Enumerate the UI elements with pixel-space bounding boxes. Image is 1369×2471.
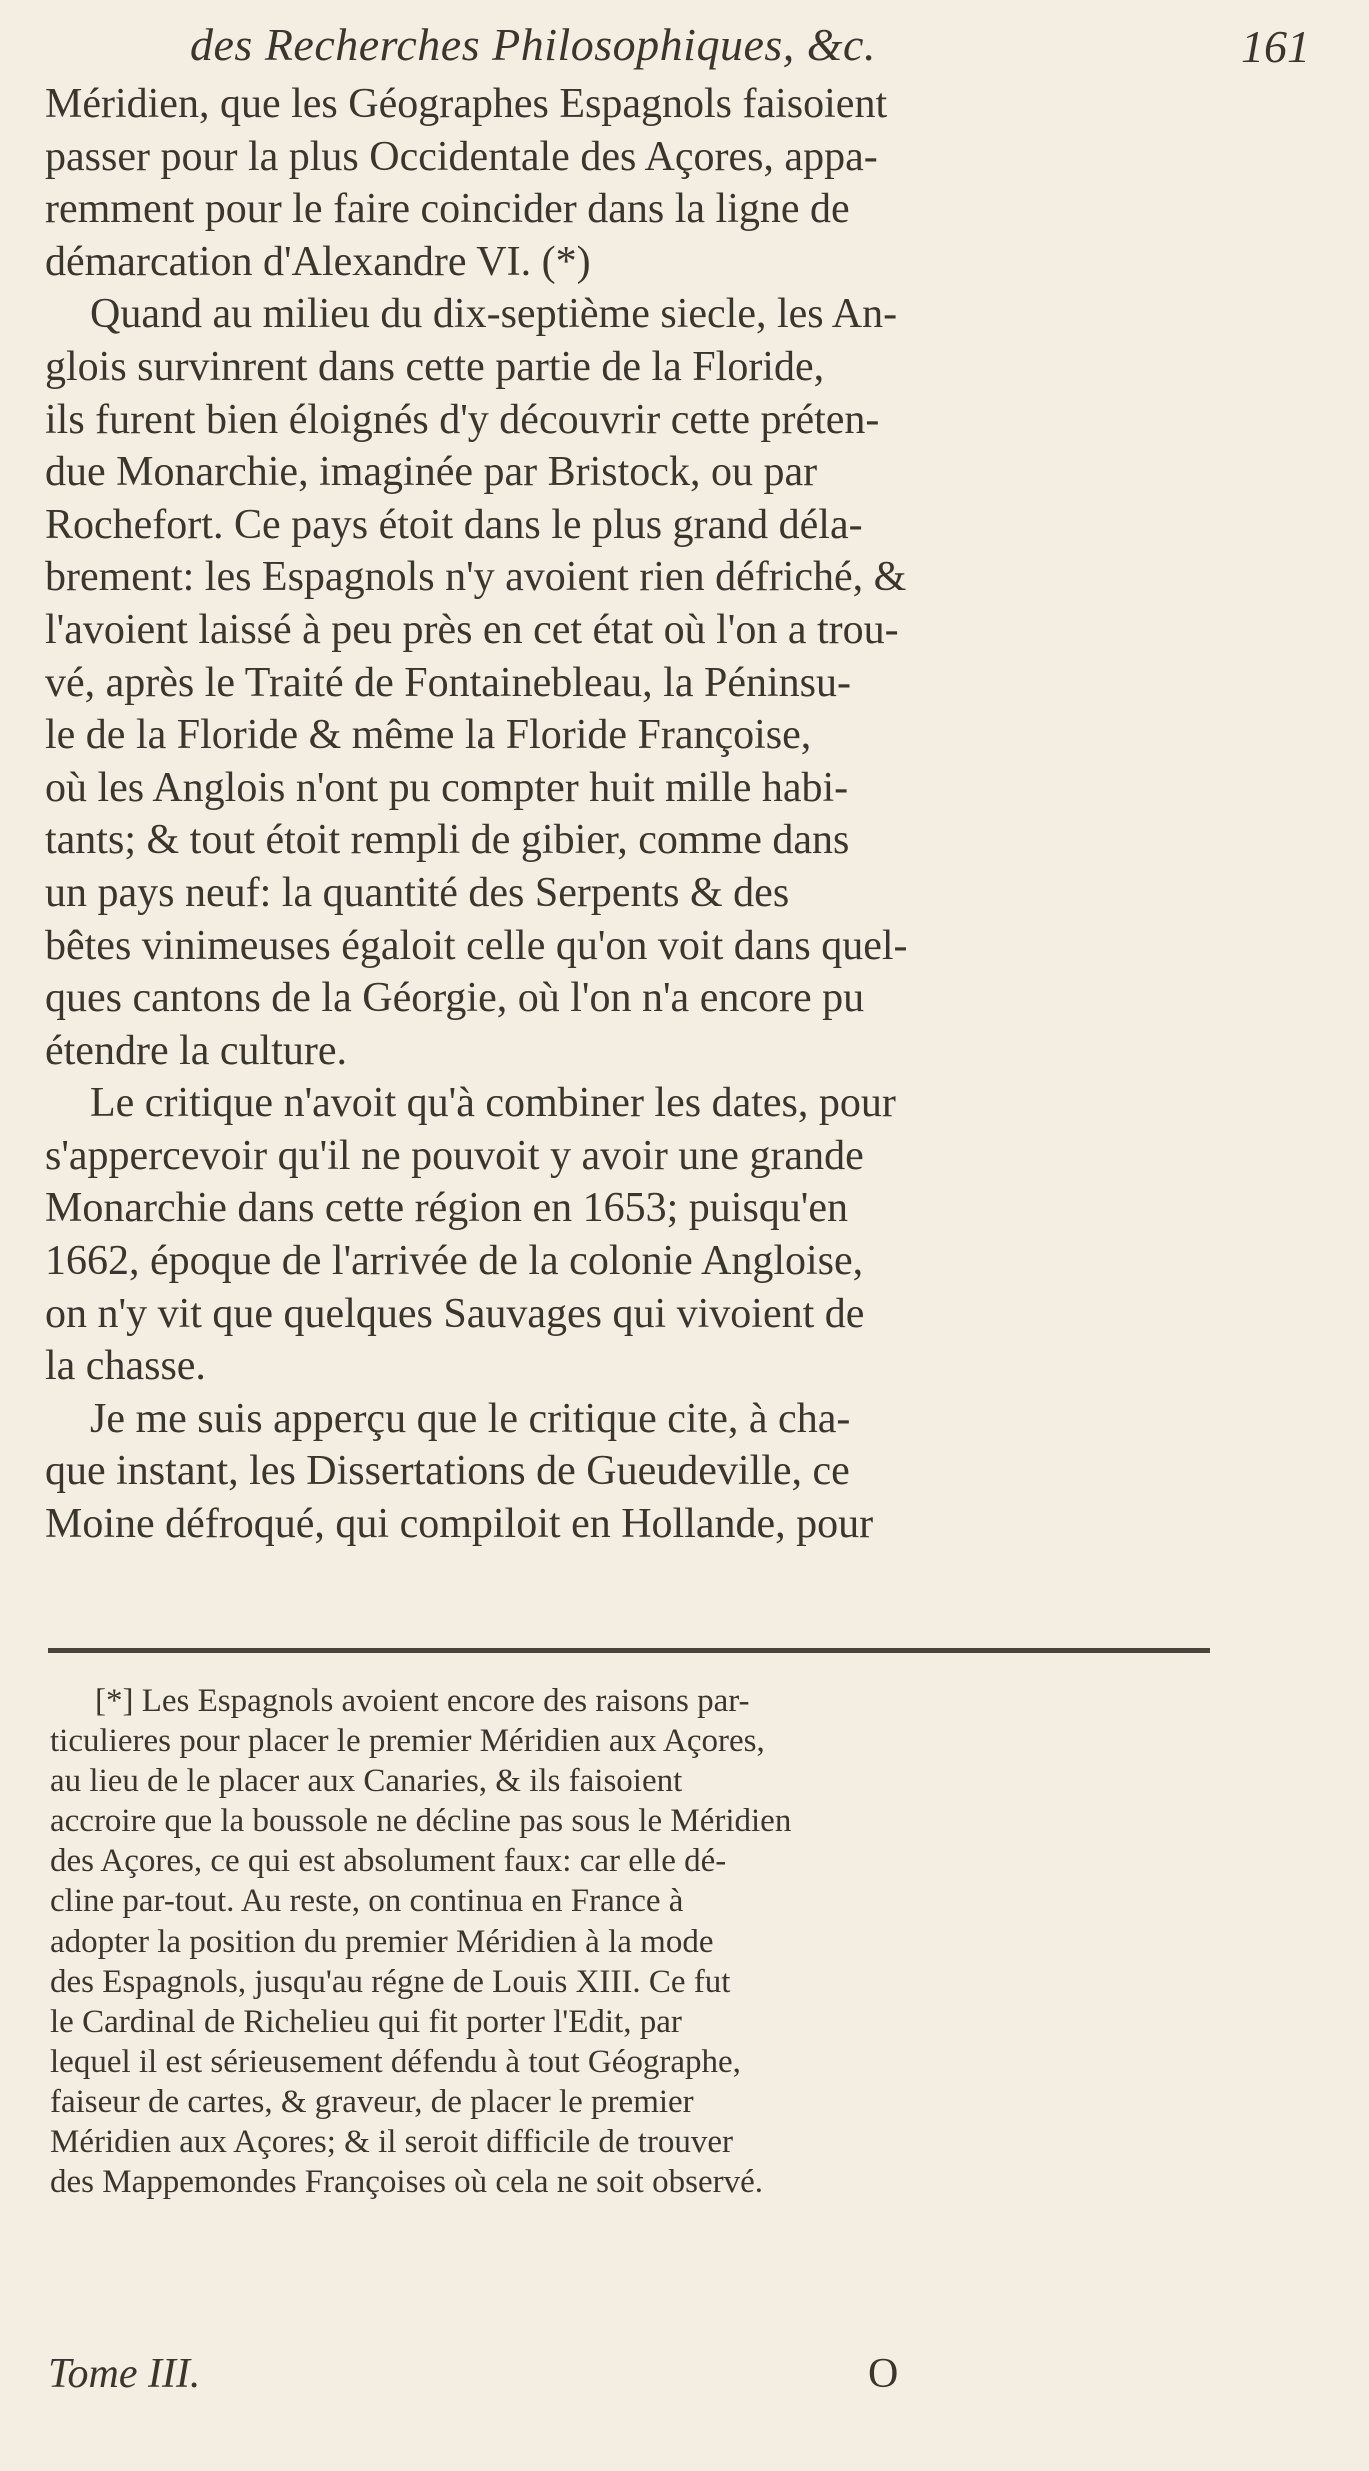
footnote-line: Méridien aux Açores; & il seroit difficile de trouver: [50, 2124, 734, 2161]
body-line: un pays neuf: la quantité des Serpents & des: [45, 869, 790, 916]
footnote-line: des Espagnols, jusqu'au régne de Louis XIII. Ce fut: [50, 1963, 731, 2000]
page-number: 161: [1241, 21, 1310, 72]
body-line: remment pour le faire coincider dans la ligne de: [45, 186, 850, 233]
footnote-line: des Mappemondes Françoises où cela ne soit observé.: [50, 2164, 763, 2201]
body-line: Méridien, que les Géographes Espagnols faisoient: [45, 81, 888, 127]
body-line: bêtes vinimeuses égaloit celle qu'on voit dans quel-: [45, 922, 908, 969]
body-line: s'appercevoir qu'il ne pouvoit y avoir une grande: [45, 1132, 864, 1179]
signature-mark: O: [868, 2351, 899, 2397]
footnote-line: accroire que la boussole ne décline pas sous le Méridien: [50, 1803, 792, 1840]
footnote: [50, 1681, 1210, 2202]
body-line: Quand au milieu du dix-septième siecle, les An-: [90, 291, 898, 338]
body-line: ils furent bien éloignés d'y découvrir cette préten-: [45, 396, 880, 443]
page-footer: [48, 2350, 1208, 2400]
body-line: que instant, les Dissertations de Gueudeville, ce: [45, 1448, 850, 1495]
body-line: on n'y vit que quelques Sauvages qui vivoient de: [45, 1290, 865, 1337]
body-line: Je me suis apperçu que le critique cite, à cha-: [90, 1395, 851, 1442]
footnote-line: ticulieres pour placer le premier Méridien aux Açores,: [50, 1723, 765, 1760]
footnote-line: au lieu de le placer aux Canaries, & ils faisoient: [50, 1763, 683, 1800]
body-line: Rochefort. Ce pays étoit dans le plus grand déla-: [45, 501, 863, 548]
footnote-line: cline par-tout. Au reste, on continua en France à: [50, 1883, 684, 1920]
running-head: des Recherches Philosophiques, &c.: [190, 19, 876, 70]
body-line: Monarchie dans cette région en 1653; puisqu'en: [45, 1185, 849, 1232]
body-line: Le critique n'avoit qu'à combiner les dates, pour: [90, 1080, 896, 1127]
body-line: glois survinrent dans cette partie de la Floride,: [45, 343, 825, 390]
footnote-line: le Cardinal de Richelieu qui fit porter l'Edit, par: [50, 2003, 682, 2040]
body-line: démarcation d'Alexandre VI. (*): [45, 238, 591, 285]
body-line: due Monarchie, imaginée par Bristock, ou par: [45, 449, 818, 496]
body-line: Moine défroqué, qui compiloit en Hollande, pour: [45, 1501, 874, 1548]
body-line: 1662, époque de l'arrivée de la colonie Angloise,: [45, 1238, 864, 1285]
body-line: l'avoient laissé à peu près en cet état où l'on a trou-: [45, 606, 899, 653]
footnote-line: [*] Les Espagnols avoient encore des raisons par-: [95, 1683, 750, 1719]
footnote-line: lequel il est sérieusement défendu à tout Géographe,: [50, 2043, 741, 2080]
body-line: étendre la culture.: [45, 1027, 347, 1074]
volume-label: Tome III.: [48, 2351, 201, 2397]
body-line: la chasse.: [45, 1343, 206, 1390]
body-line: où les Anglois n'ont pu compter huit mille habi-: [45, 764, 849, 811]
body-line: ques cantons de la Géorgie, où l'on n'a encore pu: [45, 975, 865, 1022]
body-line: tants; & tout étoit rempli de gibier, comme dans: [45, 817, 850, 864]
body-line: passer pour la plus Occidentale des Açores, appa-: [45, 133, 878, 180]
body-line: vé, après le Traité de Fontainebleau, la Péninsu-: [45, 659, 851, 706]
footnote-line: faiseur de cartes, & graveur, de placer le premier: [50, 2083, 694, 2120]
footnote-line: adopter la position du premier Méridien à la mode: [50, 1923, 714, 1960]
main-text: [45, 78, 1205, 1551]
body-line: le de la Floride & même la Floride Françoise,: [45, 712, 812, 759]
body-line: brement: les Espagnols n'y avoient rien défriché, &: [45, 554, 907, 601]
page-header: [180, 18, 1310, 78]
footnote-line: des Açores, ce qui est absolument faux: car elle dé-: [50, 1843, 727, 1880]
footnote-divider: [48, 1648, 1210, 1653]
